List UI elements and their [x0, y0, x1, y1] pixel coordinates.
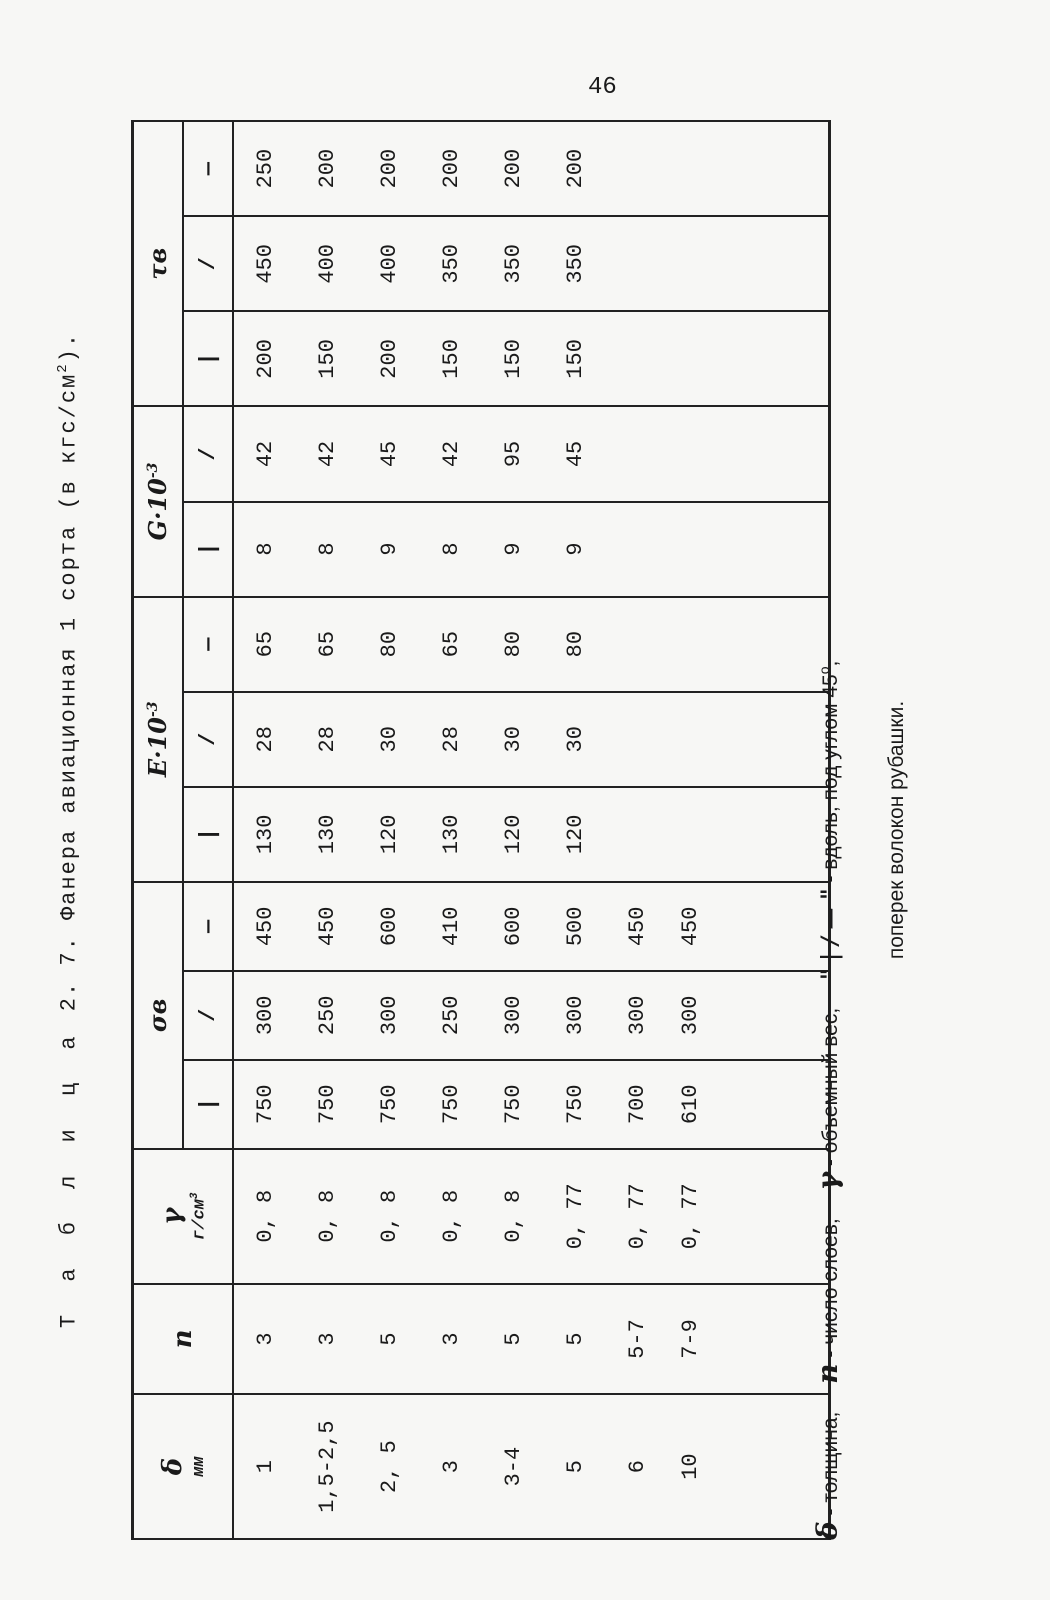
- table-row: [482, 121, 544, 1539]
- cell-gamma: 0, 77: [606, 1149, 668, 1284]
- cell-tau-diag: 350: [420, 216, 482, 311]
- cell-n: 5-7: [606, 1284, 668, 1394]
- cell-n: 3: [233, 1284, 296, 1394]
- table-row: [668, 121, 830, 1539]
- sub-sigma-along: |: [183, 1060, 233, 1149]
- cell-delta: 3-4: [482, 1394, 544, 1539]
- cell-g-diag: 45: [544, 406, 606, 501]
- cell-gamma: 0, 8: [420, 1149, 482, 1284]
- table-row: [606, 121, 668, 1539]
- cell-sigma-along: 750: [358, 1060, 420, 1149]
- cell-g-along: [606, 502, 668, 597]
- table-row: [420, 121, 482, 1539]
- header-g: $G\cdot 10^{-3}$: [133, 406, 184, 596]
- cell-e-along: 120: [358, 787, 420, 882]
- cell-tau-across: 200: [296, 121, 358, 216]
- cell-e-across: 65: [420, 597, 482, 692]
- cell-tau-along: 150: [296, 311, 358, 406]
- cell-sigma-along: 750: [544, 1060, 606, 1149]
- cell-sigma-diag: 300: [606, 971, 668, 1060]
- table-row: [233, 121, 296, 1539]
- cell-g-along: 9: [544, 502, 606, 597]
- cell-tau-across: [606, 121, 668, 216]
- cell-tau-across: [668, 121, 830, 216]
- cell-sigma-across: 450: [233, 882, 296, 971]
- cell-g-diag: 45: [358, 406, 420, 501]
- cell-g-diag: 42: [296, 406, 358, 501]
- cell-delta: 5: [544, 1394, 606, 1539]
- cell-tau-across: 200: [420, 121, 482, 216]
- cell-tau-along: 200: [233, 311, 296, 406]
- cell-tau-along: 150: [544, 311, 606, 406]
- cell-sigma-diag: 300: [482, 971, 544, 1060]
- caption-sup: 2: [55, 362, 71, 373]
- cell-e-diag: 28: [233, 692, 296, 787]
- cell-delta: 1: [233, 1394, 296, 1539]
- cell-tau-along: 150: [482, 311, 544, 406]
- cell-e-along: 130: [233, 787, 296, 882]
- cell-g-diag: [606, 406, 668, 501]
- cell-gamma: 0, 77: [544, 1149, 606, 1284]
- cell-sigma-across: 600: [482, 882, 544, 971]
- cell-sigma-across: 500: [544, 882, 606, 971]
- cell-delta: 2, 5: [358, 1394, 420, 1539]
- cell-sigma-along: 610: [668, 1060, 830, 1149]
- cell-e-diag: 30: [544, 692, 606, 787]
- cell-e-along: 120: [544, 787, 606, 882]
- cell-sigma-along: 750: [296, 1060, 358, 1149]
- cell-n: 5: [544, 1284, 606, 1394]
- sub-sigma-diag: /: [183, 971, 233, 1060]
- legend-gamma-text: - объемный вес,: [819, 1007, 842, 1167]
- cell-sigma-along: 750: [233, 1060, 296, 1149]
- cell-gamma: 0, 8: [296, 1149, 358, 1284]
- cell-gamma: 0, 8: [482, 1149, 544, 1284]
- cell-sigma-along: 750: [420, 1060, 482, 1149]
- cell-tau-diag: 350: [482, 216, 544, 311]
- cell-sigma-across: 450: [668, 882, 830, 971]
- cell-sigma-across: 450: [606, 882, 668, 971]
- cell-tau-diag: 400: [358, 216, 420, 311]
- cell-tau-diag: 350: [544, 216, 606, 311]
- cell-e-across: 80: [544, 597, 606, 692]
- sub-g-diag: /: [183, 406, 233, 501]
- cell-sigma-across: 450: [296, 882, 358, 971]
- cell-g-diag: 42: [233, 406, 296, 501]
- legend-marks-text: - вдоль, под углом 45: [819, 674, 842, 883]
- cell-tau-diag: 400: [296, 216, 358, 311]
- cell-e-diag: [668, 692, 830, 787]
- cell-tau-across: 250: [233, 121, 296, 216]
- cell-sigma-across: 410: [420, 882, 482, 971]
- table-row: [544, 121, 606, 1539]
- sub-tau-diag: /: [183, 216, 233, 311]
- cell-tau-along: [668, 311, 830, 406]
- rotated-page: [35, 60, 1015, 1600]
- cell-sigma-along: 700: [606, 1060, 668, 1149]
- legend-delta-symbol: δ: [811, 1521, 844, 1540]
- sub-e-along: |: [183, 787, 233, 882]
- cell-n: 3: [420, 1284, 482, 1394]
- properties-table: [131, 120, 831, 1540]
- legend-comma: ,: [819, 660, 842, 667]
- cell-sigma-diag: 300: [233, 971, 296, 1060]
- sub-e-diag: /: [183, 692, 233, 787]
- cell-tau-diag: 450: [233, 216, 296, 311]
- cell-delta: 10: [668, 1394, 830, 1539]
- cell-g-diag: 42: [420, 406, 482, 501]
- header-tau: τв: [133, 121, 184, 406]
- cell-e-diag: 28: [296, 692, 358, 787]
- legend-degree: о: [816, 666, 832, 675]
- cell-gamma: 0, 77: [668, 1149, 830, 1284]
- cell-e-across: 80: [358, 597, 420, 692]
- legend-marks: " | / — ": [817, 888, 843, 980]
- cell-e-across: 80: [482, 597, 544, 692]
- cell-tau-along: [606, 311, 668, 406]
- sub-tau-across: —: [183, 121, 233, 216]
- cell-tau-along: 200: [358, 311, 420, 406]
- cell-tau-diag: [668, 216, 830, 311]
- cell-n: 3: [296, 1284, 358, 1394]
- cell-e-diag: 30: [482, 692, 544, 787]
- cell-sigma-diag: 250: [420, 971, 482, 1060]
- cell-sigma-along: 750: [482, 1060, 544, 1149]
- cell-sigma-across: 600: [358, 882, 420, 971]
- cell-tau-across: 200: [358, 121, 420, 216]
- header-n: n: [133, 1284, 234, 1394]
- header-e: $E\cdot 10^{-3}$: [133, 597, 184, 882]
- cell-g-along: 9: [482, 502, 544, 597]
- cell-g-along: 8: [420, 502, 482, 597]
- cell-sigma-diag: 300: [668, 971, 830, 1060]
- cell-e-across: [668, 597, 830, 692]
- cell-e-along: 130: [420, 787, 482, 882]
- table-row: [296, 121, 358, 1539]
- header-group-row: [133, 121, 184, 1539]
- sub-tau-along: |: [183, 311, 233, 406]
- cell-tau-across: 200: [482, 121, 544, 216]
- sub-e-across: —: [183, 597, 233, 692]
- cell-e-along: 120: [482, 787, 544, 882]
- cell-e-across: [606, 597, 668, 692]
- caption-close: ).: [56, 331, 82, 363]
- cell-delta: 1,5-2,5: [296, 1394, 358, 1539]
- legend-delta-text: - толщина,: [819, 1411, 842, 1516]
- cell-g-along: 9: [358, 502, 420, 597]
- cell-gamma: 0, 8: [358, 1149, 420, 1284]
- cell-e-along: 130: [296, 787, 358, 882]
- table-caption: [55, 60, 81, 1600]
- cell-e-diag: [606, 692, 668, 787]
- cell-tau-across: 200: [544, 121, 606, 216]
- legend-line-2: поперек волокон рубашки.: [885, 700, 908, 960]
- caption-prefix: Т а б л и ц а: [56, 1026, 82, 1329]
- caption-number: 2. 7.: [56, 935, 82, 1012]
- sub-sigma-across: —: [183, 882, 233, 971]
- cell-n: 5: [358, 1284, 420, 1394]
- cell-tau-along: 150: [420, 311, 482, 406]
- cell-sigma-diag: 300: [358, 971, 420, 1060]
- cell-delta: 3: [420, 1394, 482, 1539]
- cell-g-diag: 95: [482, 406, 544, 501]
- cell-g-along: 8: [296, 502, 358, 597]
- table-row: [358, 121, 420, 1539]
- cell-sigma-diag: 300: [544, 971, 606, 1060]
- cell-e-across: 65: [233, 597, 296, 692]
- cell-n: 5: [482, 1284, 544, 1394]
- sub-g-along: |: [183, 502, 233, 597]
- cell-gamma: 0, 8: [233, 1149, 296, 1284]
- header-gamma: γ $г/см^3$: [133, 1149, 234, 1284]
- cell-g-along: 8: [233, 502, 296, 597]
- header-delta: δ мм: [133, 1394, 234, 1539]
- cell-g-along: [668, 502, 830, 597]
- cell-e-diag: 30: [358, 692, 420, 787]
- cell-g-diag: [668, 406, 830, 501]
- caption-text: Фанера авиационная 1 сорта (в кгс/см: [56, 372, 82, 921]
- cell-e-across: 65: [296, 597, 358, 692]
- legend-n-symbol: n: [811, 1363, 844, 1384]
- cell-e-along: [606, 787, 668, 882]
- cell-n: 7-9: [668, 1284, 830, 1394]
- header-sigma: σв: [133, 882, 184, 1149]
- cell-sigma-diag: 250: [296, 971, 358, 1060]
- cell-tau-diag: [606, 216, 668, 311]
- cell-delta: 6: [606, 1394, 668, 1539]
- legend-n-text: - число слоев,: [819, 1218, 842, 1358]
- legend-gamma-symbol: γ: [811, 1171, 844, 1191]
- page-number: 46: [588, 74, 617, 101]
- legend-line-1: [811, 120, 844, 1540]
- cell-e-along: [668, 787, 830, 882]
- cell-e-diag: 28: [420, 692, 482, 787]
